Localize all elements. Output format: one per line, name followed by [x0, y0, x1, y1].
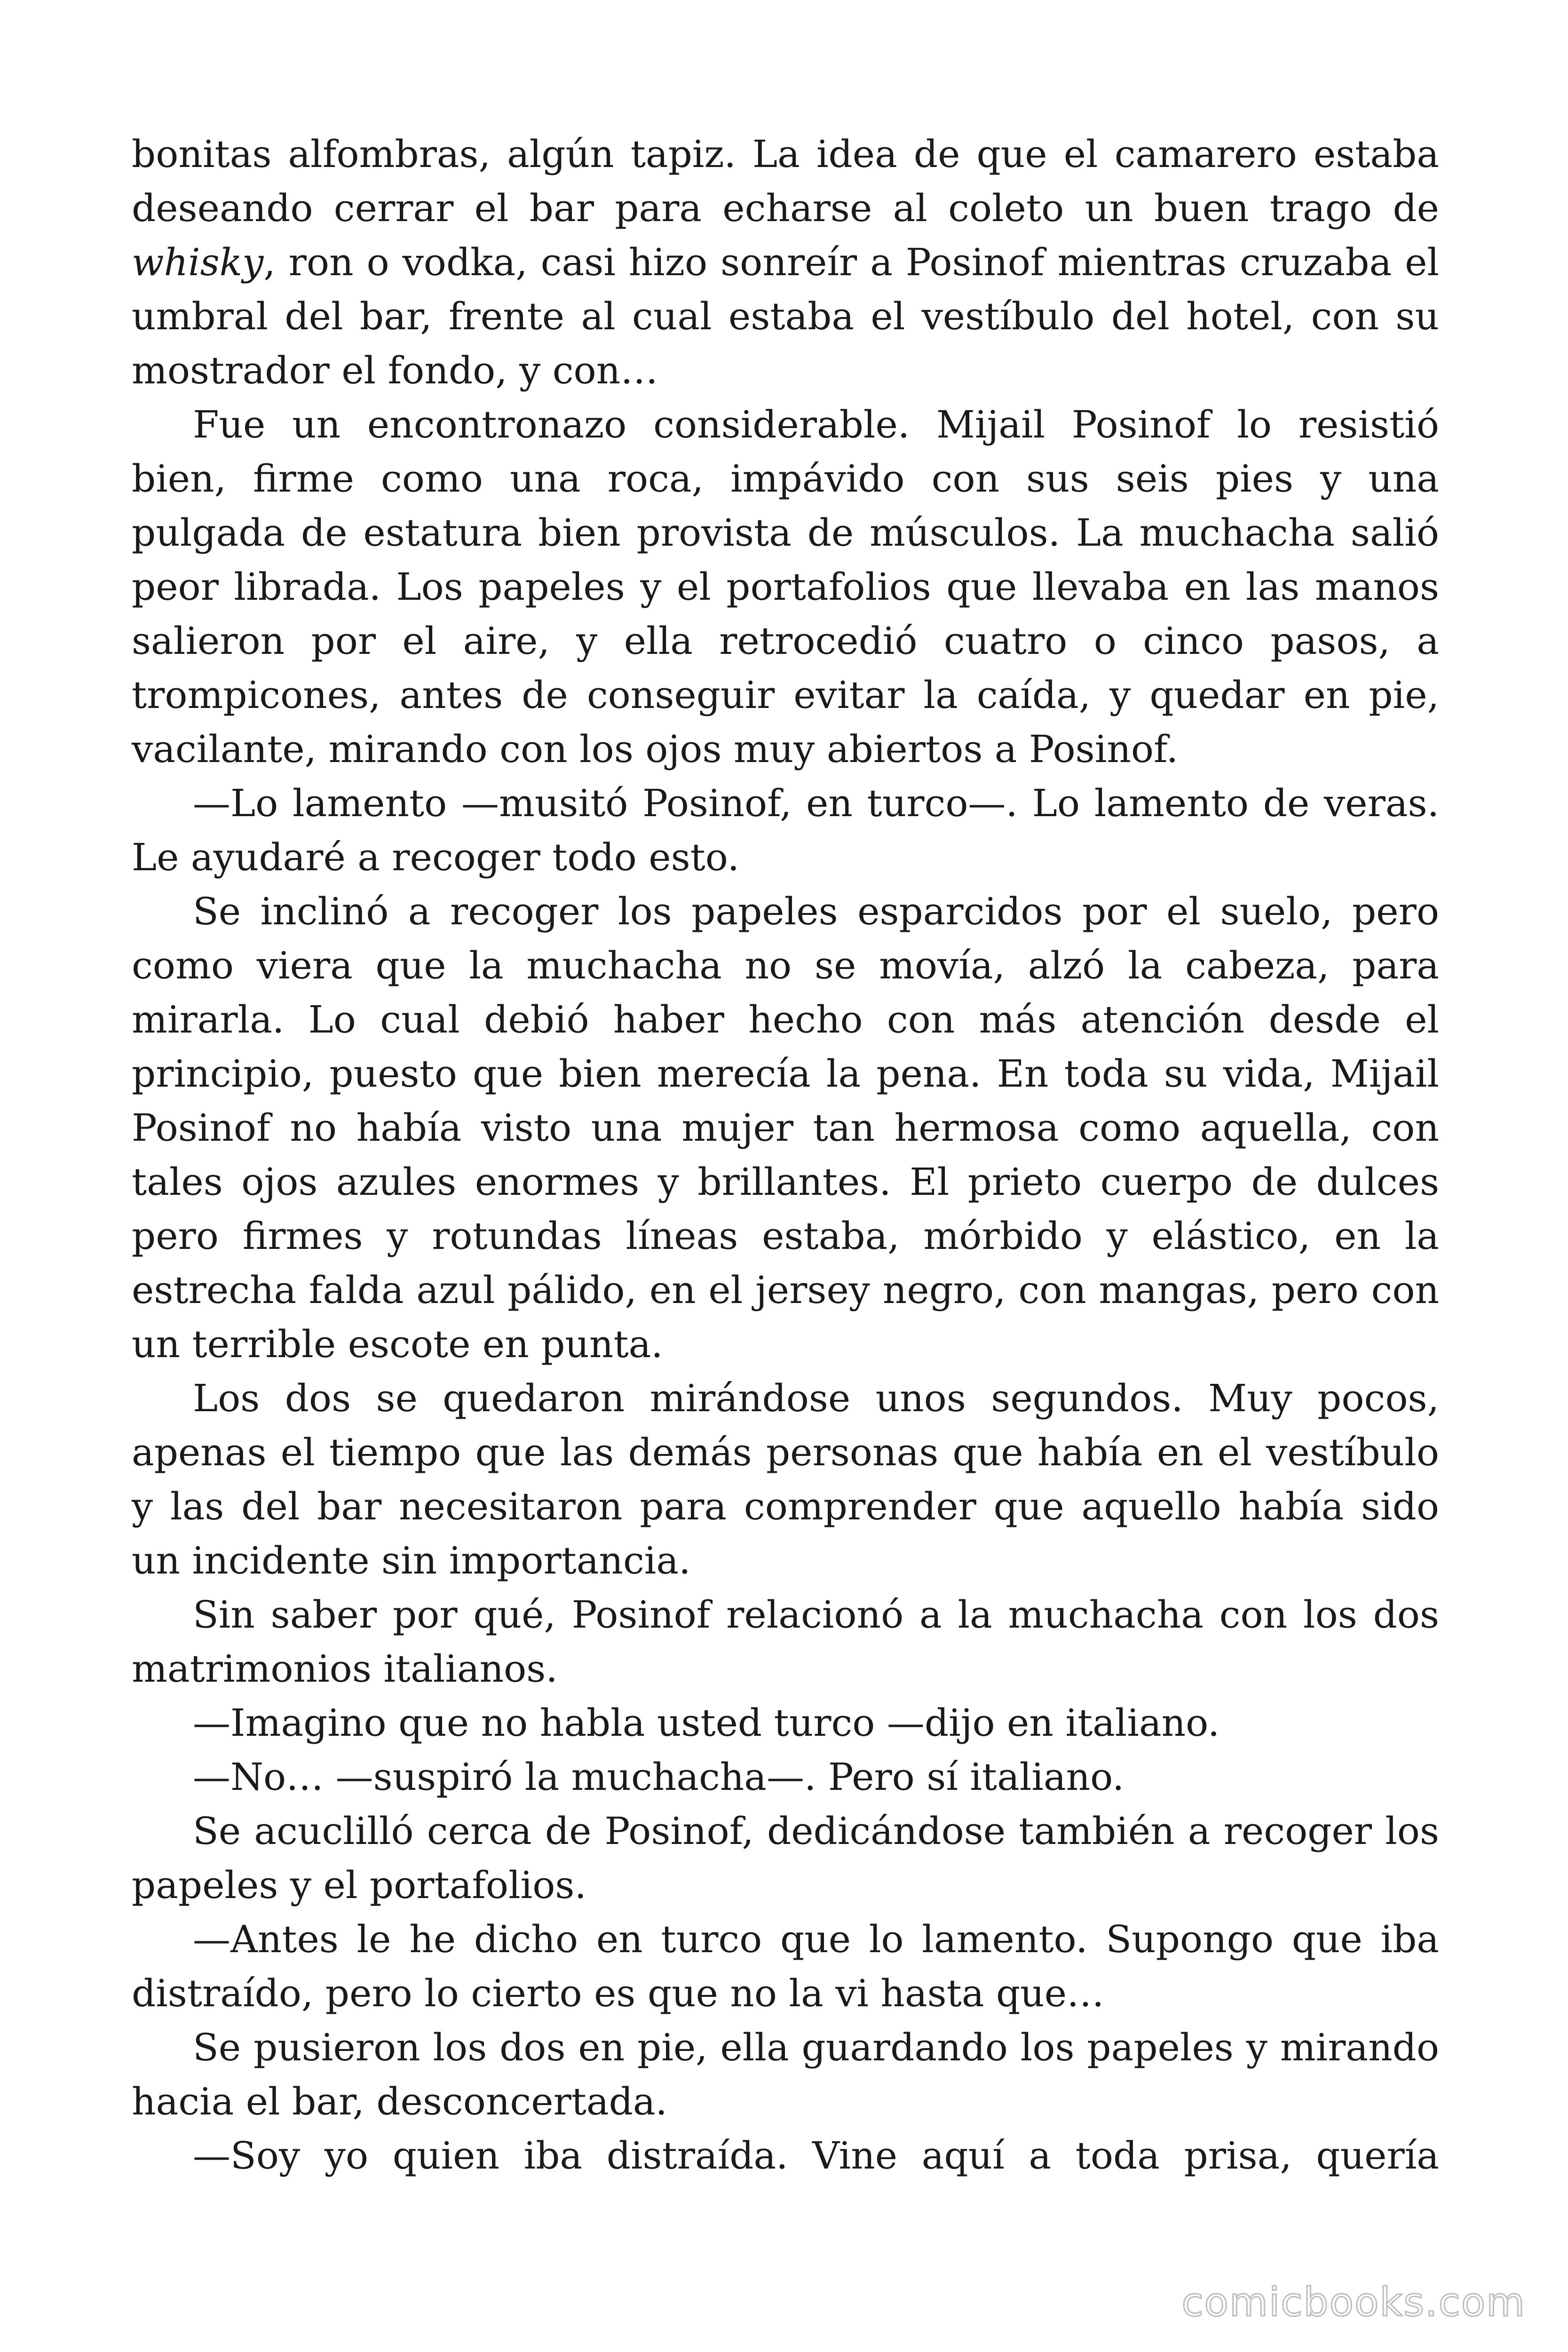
- paragraph-1: [132, 127, 1439, 397]
- paragraph-4: Se inclinó a recoger los papeles esparcidos por el suelo, pero como viera que la muchacha no se movía, alzó la cabeza, para mirarla. Lo cual debió haber hecho con más atención desde el principio, puesto que bien merecía la pena. En toda su vida, Mijail Posinof no había visto una mujer tan hermosa como aquella, con tales ojos azules enormes y brillantes. El prieto cuerpo de dulces pero firmes y rotundas líneas estaba, mórbido y elástico, en la estrecha falda azul pálido, en el jersey negro, con mangas, pero con un terrible escote en punta.: [132, 890, 1439, 1366]
- italic-word-whisky: whisky: [132, 240, 264, 284]
- paragraph-10: —Antes le he dicho en turco que lo lamento. Supongo que iba distraído, pero lo cierto es que no la vi hasta que…: [132, 1917, 1439, 2015]
- paragraph-8: —No… —suspiró la muchacha—. Pero sí italiano.: [193, 1755, 1125, 1799]
- paragraph-6: Sin saber por qué, Posinof relacionó a la muchacha con los dos matrimonios italianos.: [132, 1593, 1439, 1691]
- paragraph-9: Se acuclilló cerca de Posinof, dedicándose también a recoger los papeles y el portafolios.: [132, 1809, 1439, 1907]
- paragraph-3: —Lo lamento —musitó Posinof, en turco—. Lo lamento de veras. Le ayudaré a recoger todo esto.: [132, 781, 1439, 879]
- watermark: comicbooks.com: [1181, 2279, 1526, 2325]
- paragraph-2: Fue un encontronazo considerable. Mijail Posinof lo resistió bien, firme como una roca, impávido con sus seis pies y una pulgada de estatura bien provista de músculos. La muchacha salió peor librada. Los papeles y el portafolios que llevaba en las manos salieron por el aire, y ella retrocedió cuatro o cinco pasos, a trompicones, antes de conseguir evitar la caída, y quedar en pie, vacilante, mirando con los ojos muy abiertos a Posinof.: [132, 403, 1439, 771]
- paragraph-1-start: bonitas alfombras, algún tapiz. La idea de que el camarero estaba deseando cerrar el bar para echarse al coleto un buen trago de: [132, 132, 1439, 230]
- page-body: [132, 127, 1439, 2183]
- paragraph-5: Los dos se quedaron mirándose unos segundos. Muy pocos, apenas el tiempo que las demás personas que había en el vestíbulo y las del bar necesitaron para comprender que aquello había sido un incidente sin importancia.: [132, 1376, 1439, 1582]
- paragraph-11: Se pusieron los dos en pie, ella guardando los papeles y mirando hacia el bar, desconcertada.: [132, 2026, 1439, 2123]
- paragraph-1-end: , ron o vodka, casi hizo sonreír a Posinof mientras cruzaba el umbral del bar, frente al cual estaba el vestíbulo del hotel, con su mostrador el fondo, y con…: [132, 240, 1439, 392]
- paragraph-12: —Soy yo quien iba distraída. Vine aquí a toda prisa, quería: [193, 2134, 1439, 2177]
- paragraph-7: —Imagino que no habla usted turco —dijo en italiano.: [193, 1701, 1220, 1745]
